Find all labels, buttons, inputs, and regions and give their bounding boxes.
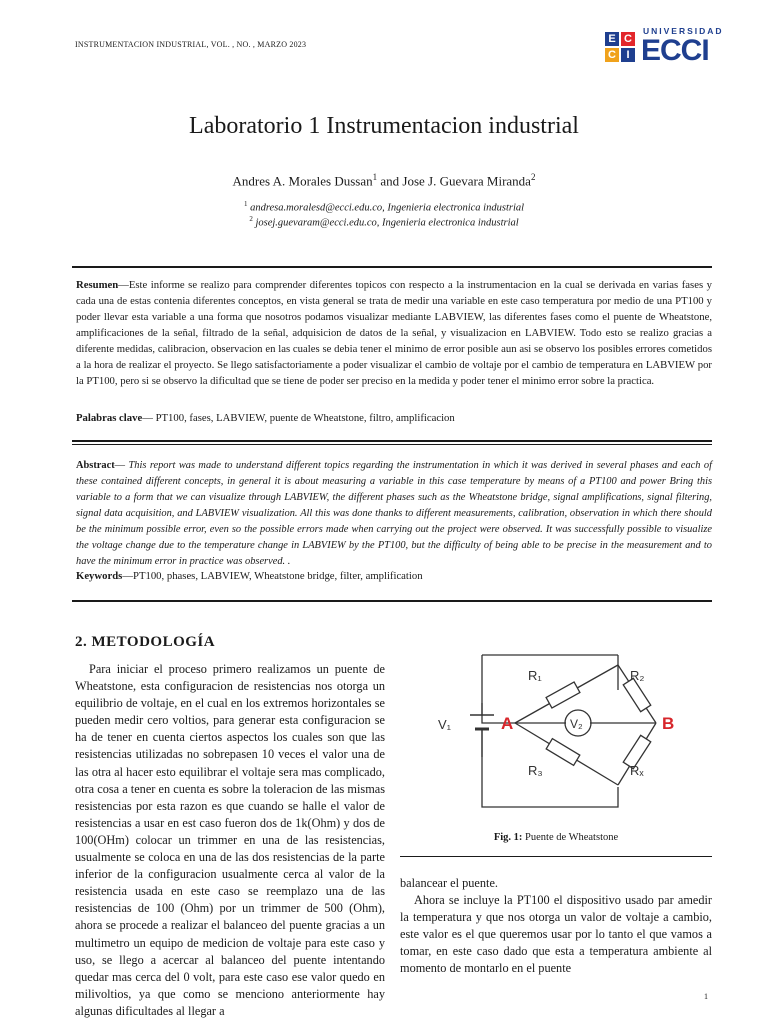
caption-label: Fig. 1: bbox=[493, 832, 523, 843]
university-logo bbox=[603, 24, 724, 68]
label-r1: R₁ bbox=[528, 668, 542, 683]
right-column bbox=[400, 875, 712, 978]
palabras-clave-text: — PT100, fases, LABVIEW, puente de Wheatstone, filtro, amplificacion bbox=[142, 412, 455, 424]
label-rx: Rₓ bbox=[630, 763, 644, 778]
methodology-paragraph-2: Ahora se incluye la PT100 el dispositivo usado par amedir la temperatura y que nos otorga un valor de voltaje a cambio, este valor es el que queremos usar por lo tanto el que vamos a tomar, en este caso dado que esta a temperatura ambiente al momento de montarlo en el puente bbox=[400, 893, 712, 976]
resistor-r1 bbox=[546, 682, 580, 708]
label-r2: R₂ bbox=[630, 668, 645, 683]
section-title: 2. METODOLOGÍA bbox=[75, 634, 216, 650]
figure-caption bbox=[400, 832, 712, 843]
running-head: INSTRUMENTACION INDUSTRIAL, VOL. , NO. , MARZO 2023 bbox=[75, 40, 307, 49]
abstract-label: Abstract bbox=[76, 460, 115, 471]
page-number: 1 bbox=[704, 992, 708, 1001]
abstract-text: This report was made to understand different topics regarding the instrumentation in which it was derived in several phases and each of these contained different concepts, in general it is about measuring a variable in this case temperature by means of a PT100 and power Bring this variable to a form that we can visualize through LABVIEW, the different phases such as the Wheatstone bridge, signal amplifications, signal filtering, signal data acquisition, and LABVIEW visualization. All this was done thanks to different measurements, calibration, observation in which there should be the minimum possible error, even so the possible errors made when carrying out the project were observed. It was successfully possible to visualize the voltage change due to the temperature change in LABVIEW by the PT100, but the difficulty of being able to be precise in the measurement and to have the minimum error in practice was observed. . bbox=[76, 460, 712, 567]
resistor-r3 bbox=[546, 739, 580, 766]
resumen-text: —Este informe se realizo para comprender diferentes topicos con respecto a la instrumentacion en la cual se derivada en varias fases y cada una de estas contenia diferentes conceptos, en vista general se trata de medir una variable en este caso temperatura por medio de una PT100 y poder llevar esta variable a una forma que nosotros podamos visualizar mediante LABVIEW, las diferentes fases como el puente de Wheatstone, amplificaciones de la señal, filtrado de la señal, adquisicion de datos de la señal, y visualizacion en LABVIEW. Todo esto se realizo gracias a diferente medidas, calibracion, observacion en las cuales se debia tener el minimo de error posible aun asi se observo los posibles errores cometidos a la hora de realizar el proyecto. Se llego satisfactoriamente a poder visualizar el cambio de voltaje por el cambio de temperatura en LABVIEW por la PT100, pero si se observo la dificultad que se tiene de poder ser preciso en la medida y poder tener el minimo error sobre la practica. bbox=[76, 279, 712, 387]
aff-2-num: 2 bbox=[249, 215, 253, 223]
middle-rule-1 bbox=[72, 440, 712, 442]
bottom-rule bbox=[72, 600, 712, 602]
author-2: Jose J. Guevara Miranda bbox=[402, 173, 531, 189]
logo-square-e: E bbox=[605, 32, 619, 46]
author-2-sup: 2 bbox=[530, 172, 536, 182]
section-heading bbox=[75, 634, 215, 651]
author-1-sup: 1 bbox=[372, 172, 378, 182]
methodology-paragraph-1: Para iniciar el proceso primero realizamos un puente de Wheatstone, esta configuracion de resistencias nos otorga un equilibrio de voltaje, en el cual en los extremos horizontales se pueden medir cero voltios, para generar esta configuracion se ha de tener en cuenta ciertos aspectos los cuales son que las resistencias utilizadas no sobrepasen 10 veces el valor una de las otra al hacer esto equilibrar el voltaje sera mas complicado, otra cosa a tener en cuenta es sobre la toleracion de las mismas resistencias por esta razon es que cuando se halle el valor de resistencias a usar en est caso fueron dos de 1k(Ohm) y dos de 100(OHm) colocar un trimmer en una de las resistencias, usualmente se coloca en una de las dos resistencias de la parte inferior de la configuracion usualmente cerca al valor de la resistencia usada en este caso se reemplazo una de las resistencias de 100 (Ohm) por un trimmer de 500 (Ohm), ahora se procede a realizar el balanceo del puente gracias a un multimetro un equipo de medicion de voltaje para este caso y uso, se llego a acercar al balanceo del puente intentando quedar mas cerca del 0 volt, para este caso ese valor quedo en milivoltios, ya que como se menciono anteriormente hay algunas dificultades al llegar a bbox=[75, 662, 385, 1018]
keywords bbox=[76, 570, 712, 582]
label-r3: R₃ bbox=[528, 763, 543, 778]
palabras-clave-label: Palabras clave bbox=[76, 412, 143, 424]
paper-title: Laboratorio 1 Instrumentacion industrial bbox=[189, 113, 579, 139]
abstract-block bbox=[76, 458, 712, 570]
label-node-a: A bbox=[501, 714, 514, 733]
abstract-dash: — bbox=[114, 460, 129, 471]
logo-square-c2: C bbox=[605, 48, 619, 62]
resistor-r2 bbox=[623, 678, 650, 711]
left-column bbox=[75, 661, 385, 1020]
caption-text: Puente de Wheatstone bbox=[522, 832, 619, 843]
palabras-clave bbox=[76, 412, 712, 424]
wheatstone-figure bbox=[400, 625, 712, 825]
label-v1: V₁ bbox=[438, 717, 452, 732]
logo-square-c1: C bbox=[621, 32, 635, 46]
wire-bottom bbox=[482, 757, 618, 807]
middle-rule-2 bbox=[72, 444, 712, 445]
logo-ecci-text: ECCI bbox=[641, 34, 709, 67]
wheatstone-diagram bbox=[400, 625, 712, 825]
label-v2: V₂ bbox=[570, 717, 583, 731]
resumen-block bbox=[76, 277, 712, 389]
authors bbox=[0, 172, 768, 189]
logo-square-i: I bbox=[621, 48, 635, 62]
aff-2-text: josej.guevaram@ecci.edu.co, Ingenieria electronica industrial bbox=[255, 217, 519, 229]
right-continuation: balancear el puente. bbox=[400, 876, 498, 890]
aff-1-text: andresa.moralesd@ecci.edu.co, Ingenieria electronica industrial bbox=[250, 202, 525, 214]
logo-university-text: UNIVERSIDAD bbox=[643, 26, 724, 36]
affiliation-2 bbox=[0, 215, 768, 229]
keywords-label: Keywords bbox=[76, 570, 123, 582]
keywords-text: —PT100, phases, LABVIEW, Wheatstone bridge, filter, amplification bbox=[122, 570, 423, 582]
author-1: Andres A. Morales Dussan bbox=[232, 173, 373, 189]
aff-1-num: 1 bbox=[243, 200, 248, 208]
label-node-b: B bbox=[662, 714, 675, 733]
affiliation-1 bbox=[0, 200, 768, 214]
top-rule bbox=[72, 266, 712, 268]
resumen-label: Resumen bbox=[76, 279, 119, 291]
authors-and: and bbox=[377, 173, 403, 189]
figure-rule bbox=[400, 856, 712, 857]
